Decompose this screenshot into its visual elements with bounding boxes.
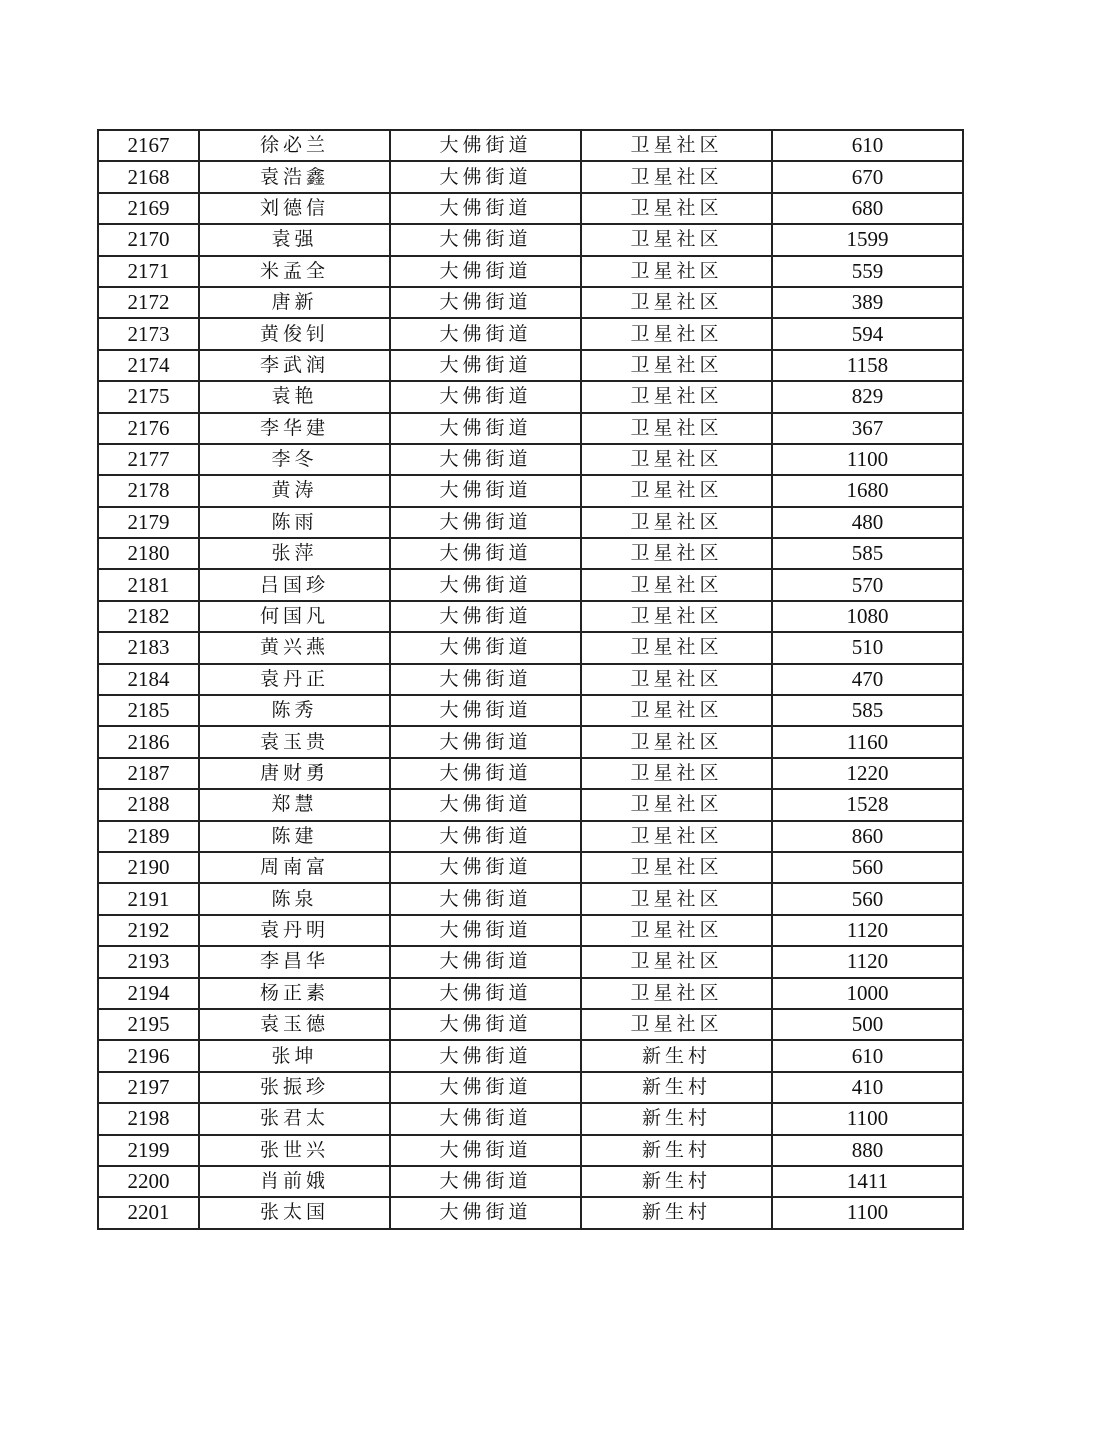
row-number-cell: 2190 xyxy=(98,852,199,883)
table-row xyxy=(98,1009,963,1040)
table-row xyxy=(98,726,963,757)
street-cell: 大佛街道 xyxy=(390,569,581,600)
community-cell: 卫星社区 xyxy=(581,413,772,444)
table-row xyxy=(98,413,963,444)
community-cell: 卫星社区 xyxy=(581,475,772,506)
amount-cell: 585 xyxy=(772,538,963,569)
street-cell: 大佛街道 xyxy=(390,507,581,538)
row-number-cell: 2193 xyxy=(98,946,199,977)
name-cell: 杨正素 xyxy=(199,978,390,1009)
table-row xyxy=(98,852,963,883)
name-cell: 吕国珍 xyxy=(199,569,390,600)
amount-cell: 1100 xyxy=(772,1197,963,1228)
name-cell: 何国凡 xyxy=(199,601,390,632)
row-number-cell: 2169 xyxy=(98,193,199,224)
name-cell: 张太国 xyxy=(199,1197,390,1228)
name-cell: 李武润 xyxy=(199,350,390,381)
table-row xyxy=(98,664,963,695)
community-cell: 卫星社区 xyxy=(581,444,772,475)
table-row xyxy=(98,632,963,663)
community-cell: 新生村 xyxy=(581,1197,772,1228)
table-row xyxy=(98,1103,963,1134)
community-cell: 卫星社区 xyxy=(581,381,772,412)
amount-cell: 1120 xyxy=(772,915,963,946)
amount-cell: 510 xyxy=(772,632,963,663)
street-cell: 大佛街道 xyxy=(390,161,581,192)
amount-cell: 559 xyxy=(772,256,963,287)
name-cell: 周南富 xyxy=(199,852,390,883)
row-number-cell: 2195 xyxy=(98,1009,199,1040)
table-row xyxy=(98,601,963,632)
amount-cell: 1680 xyxy=(772,475,963,506)
row-number-cell: 2201 xyxy=(98,1197,199,1228)
table-row xyxy=(98,1040,963,1071)
street-cell: 大佛街道 xyxy=(390,538,581,569)
name-cell: 张萍 xyxy=(199,538,390,569)
street-cell: 大佛街道 xyxy=(390,350,581,381)
table-row xyxy=(98,193,963,224)
street-cell: 大佛街道 xyxy=(390,821,581,852)
table-row xyxy=(98,978,963,1009)
street-cell: 大佛街道 xyxy=(390,287,581,318)
community-cell: 新生村 xyxy=(581,1072,772,1103)
street-cell: 大佛街道 xyxy=(390,1197,581,1228)
table-row xyxy=(98,538,963,569)
community-cell: 卫星社区 xyxy=(581,915,772,946)
community-cell: 卫星社区 xyxy=(581,287,772,318)
amount-cell: 1080 xyxy=(772,601,963,632)
amount-cell: 1100 xyxy=(772,444,963,475)
community-cell: 卫星社区 xyxy=(581,852,772,883)
amount-cell: 1100 xyxy=(772,1103,963,1134)
name-cell: 袁玉贵 xyxy=(199,726,390,757)
table-row xyxy=(98,161,963,192)
table-row xyxy=(98,224,963,255)
community-cell: 卫星社区 xyxy=(581,507,772,538)
street-cell: 大佛街道 xyxy=(390,413,581,444)
row-number-cell: 2184 xyxy=(98,664,199,695)
community-cell: 卫星社区 xyxy=(581,130,772,161)
table-row xyxy=(98,350,963,381)
community-cell: 卫星社区 xyxy=(581,256,772,287)
name-cell: 袁强 xyxy=(199,224,390,255)
table-row xyxy=(98,256,963,287)
row-number-cell: 2198 xyxy=(98,1103,199,1134)
table-row xyxy=(98,1166,963,1197)
row-number-cell: 2189 xyxy=(98,821,199,852)
table-row xyxy=(98,444,963,475)
community-cell: 卫星社区 xyxy=(581,946,772,977)
amount-cell: 1000 xyxy=(772,978,963,1009)
row-number-cell: 2173 xyxy=(98,318,199,349)
community-cell: 卫星社区 xyxy=(581,318,772,349)
table-row xyxy=(98,695,963,726)
amount-cell: 560 xyxy=(772,883,963,914)
name-cell: 唐财勇 xyxy=(199,758,390,789)
amount-cell: 610 xyxy=(772,130,963,161)
roster-table-body xyxy=(98,130,963,1229)
street-cell: 大佛街道 xyxy=(390,915,581,946)
row-number-cell: 2170 xyxy=(98,224,199,255)
street-cell: 大佛街道 xyxy=(390,256,581,287)
street-cell: 大佛街道 xyxy=(390,695,581,726)
community-cell: 新生村 xyxy=(581,1166,772,1197)
name-cell: 袁艳 xyxy=(199,381,390,412)
row-number-cell: 2191 xyxy=(98,883,199,914)
row-number-cell: 2187 xyxy=(98,758,199,789)
community-cell: 卫星社区 xyxy=(581,726,772,757)
row-number-cell: 2178 xyxy=(98,475,199,506)
street-cell: 大佛街道 xyxy=(390,978,581,1009)
name-cell: 陈秀 xyxy=(199,695,390,726)
name-cell: 张振珍 xyxy=(199,1072,390,1103)
amount-cell: 570 xyxy=(772,569,963,600)
table-row xyxy=(98,569,963,600)
street-cell: 大佛街道 xyxy=(390,1103,581,1134)
row-number-cell: 2199 xyxy=(98,1135,199,1166)
street-cell: 大佛街道 xyxy=(390,726,581,757)
amount-cell: 860 xyxy=(772,821,963,852)
name-cell: 陈建 xyxy=(199,821,390,852)
row-number-cell: 2200 xyxy=(98,1166,199,1197)
table-row xyxy=(98,883,963,914)
name-cell: 郑慧 xyxy=(199,789,390,820)
community-cell: 新生村 xyxy=(581,1103,772,1134)
amount-cell: 500 xyxy=(772,1009,963,1040)
amount-cell: 1528 xyxy=(772,789,963,820)
row-number-cell: 2175 xyxy=(98,381,199,412)
amount-cell: 1120 xyxy=(772,946,963,977)
row-number-cell: 2180 xyxy=(98,538,199,569)
amount-cell: 610 xyxy=(772,1040,963,1071)
amount-cell: 389 xyxy=(772,287,963,318)
street-cell: 大佛街道 xyxy=(390,852,581,883)
name-cell: 李昌华 xyxy=(199,946,390,977)
community-cell: 卫星社区 xyxy=(581,350,772,381)
street-cell: 大佛街道 xyxy=(390,883,581,914)
row-number-cell: 2167 xyxy=(98,130,199,161)
row-number-cell: 2168 xyxy=(98,161,199,192)
amount-cell: 1160 xyxy=(772,726,963,757)
street-cell: 大佛街道 xyxy=(390,193,581,224)
row-number-cell: 2171 xyxy=(98,256,199,287)
row-number-cell: 2194 xyxy=(98,978,199,1009)
amount-cell: 1158 xyxy=(772,350,963,381)
street-cell: 大佛街道 xyxy=(390,1009,581,1040)
amount-cell: 594 xyxy=(772,318,963,349)
row-number-cell: 2182 xyxy=(98,601,199,632)
name-cell: 袁丹正 xyxy=(199,664,390,695)
name-cell: 袁浩鑫 xyxy=(199,161,390,192)
table-row xyxy=(98,507,963,538)
row-number-cell: 2172 xyxy=(98,287,199,318)
amount-cell: 410 xyxy=(772,1072,963,1103)
name-cell: 肖前娥 xyxy=(199,1166,390,1197)
row-number-cell: 2196 xyxy=(98,1040,199,1071)
street-cell: 大佛街道 xyxy=(390,381,581,412)
row-number-cell: 2197 xyxy=(98,1072,199,1103)
table-row xyxy=(98,758,963,789)
community-cell: 卫星社区 xyxy=(581,161,772,192)
community-cell: 卫星社区 xyxy=(581,821,772,852)
street-cell: 大佛街道 xyxy=(390,475,581,506)
name-cell: 米孟全 xyxy=(199,256,390,287)
row-number-cell: 2188 xyxy=(98,789,199,820)
table-row xyxy=(98,1135,963,1166)
street-cell: 大佛街道 xyxy=(390,444,581,475)
amount-cell: 367 xyxy=(772,413,963,444)
amount-cell: 1599 xyxy=(772,224,963,255)
name-cell: 黄涛 xyxy=(199,475,390,506)
community-cell: 卫星社区 xyxy=(581,193,772,224)
row-number-cell: 2174 xyxy=(98,350,199,381)
community-cell: 卫星社区 xyxy=(581,569,772,600)
street-cell: 大佛街道 xyxy=(390,1135,581,1166)
name-cell: 李华建 xyxy=(199,413,390,444)
community-cell: 卫星社区 xyxy=(581,758,772,789)
name-cell: 黄俊钊 xyxy=(199,318,390,349)
community-cell: 新生村 xyxy=(581,1135,772,1166)
row-number-cell: 2176 xyxy=(98,413,199,444)
name-cell: 张世兴 xyxy=(199,1135,390,1166)
name-cell: 陈泉 xyxy=(199,883,390,914)
amount-cell: 670 xyxy=(772,161,963,192)
street-cell: 大佛街道 xyxy=(390,601,581,632)
table-row xyxy=(98,915,963,946)
name-cell: 陈雨 xyxy=(199,507,390,538)
community-cell: 卫星社区 xyxy=(581,789,772,820)
amount-cell: 480 xyxy=(772,507,963,538)
street-cell: 大佛街道 xyxy=(390,946,581,977)
street-cell: 大佛街道 xyxy=(390,1072,581,1103)
community-cell: 卫星社区 xyxy=(581,1009,772,1040)
community-cell: 新生村 xyxy=(581,1040,772,1071)
amount-cell: 829 xyxy=(772,381,963,412)
name-cell: 唐新 xyxy=(199,287,390,318)
row-number-cell: 2181 xyxy=(98,569,199,600)
row-number-cell: 2179 xyxy=(98,507,199,538)
street-cell: 大佛街道 xyxy=(390,130,581,161)
amount-cell: 470 xyxy=(772,664,963,695)
amount-cell: 880 xyxy=(772,1135,963,1166)
name-cell: 李冬 xyxy=(199,444,390,475)
name-cell: 袁丹明 xyxy=(199,915,390,946)
row-number-cell: 2185 xyxy=(98,695,199,726)
table-row xyxy=(98,821,963,852)
name-cell: 张君太 xyxy=(199,1103,390,1134)
row-number-cell: 2177 xyxy=(98,444,199,475)
name-cell: 张坤 xyxy=(199,1040,390,1071)
amount-cell: 680 xyxy=(772,193,963,224)
table-row xyxy=(98,318,963,349)
community-cell: 卫星社区 xyxy=(581,632,772,663)
table-row xyxy=(98,287,963,318)
name-cell: 刘德信 xyxy=(199,193,390,224)
community-cell: 卫星社区 xyxy=(581,538,772,569)
street-cell: 大佛街道 xyxy=(390,664,581,695)
street-cell: 大佛街道 xyxy=(390,224,581,255)
table-row xyxy=(98,946,963,977)
roster-table xyxy=(97,129,964,1230)
amount-cell: 585 xyxy=(772,695,963,726)
street-cell: 大佛街道 xyxy=(390,1166,581,1197)
name-cell: 袁玉德 xyxy=(199,1009,390,1040)
community-cell: 卫星社区 xyxy=(581,883,772,914)
community-cell: 卫星社区 xyxy=(581,601,772,632)
table-row xyxy=(98,1072,963,1103)
community-cell: 卫星社区 xyxy=(581,695,772,726)
table-row xyxy=(98,130,963,161)
row-number-cell: 2192 xyxy=(98,915,199,946)
row-number-cell: 2186 xyxy=(98,726,199,757)
street-cell: 大佛街道 xyxy=(390,632,581,663)
community-cell: 卫星社区 xyxy=(581,664,772,695)
name-cell: 徐必兰 xyxy=(199,130,390,161)
table-row xyxy=(98,381,963,412)
street-cell: 大佛街道 xyxy=(390,1040,581,1071)
street-cell: 大佛街道 xyxy=(390,318,581,349)
street-cell: 大佛街道 xyxy=(390,789,581,820)
street-cell: 大佛街道 xyxy=(390,758,581,789)
community-cell: 卫星社区 xyxy=(581,224,772,255)
row-number-cell: 2183 xyxy=(98,632,199,663)
table-row xyxy=(98,1197,963,1228)
table-row xyxy=(98,789,963,820)
community-cell: 卫星社区 xyxy=(581,978,772,1009)
amount-cell: 560 xyxy=(772,852,963,883)
table-row xyxy=(98,475,963,506)
name-cell: 黄兴燕 xyxy=(199,632,390,663)
amount-cell: 1220 xyxy=(772,758,963,789)
amount-cell: 1411 xyxy=(772,1166,963,1197)
